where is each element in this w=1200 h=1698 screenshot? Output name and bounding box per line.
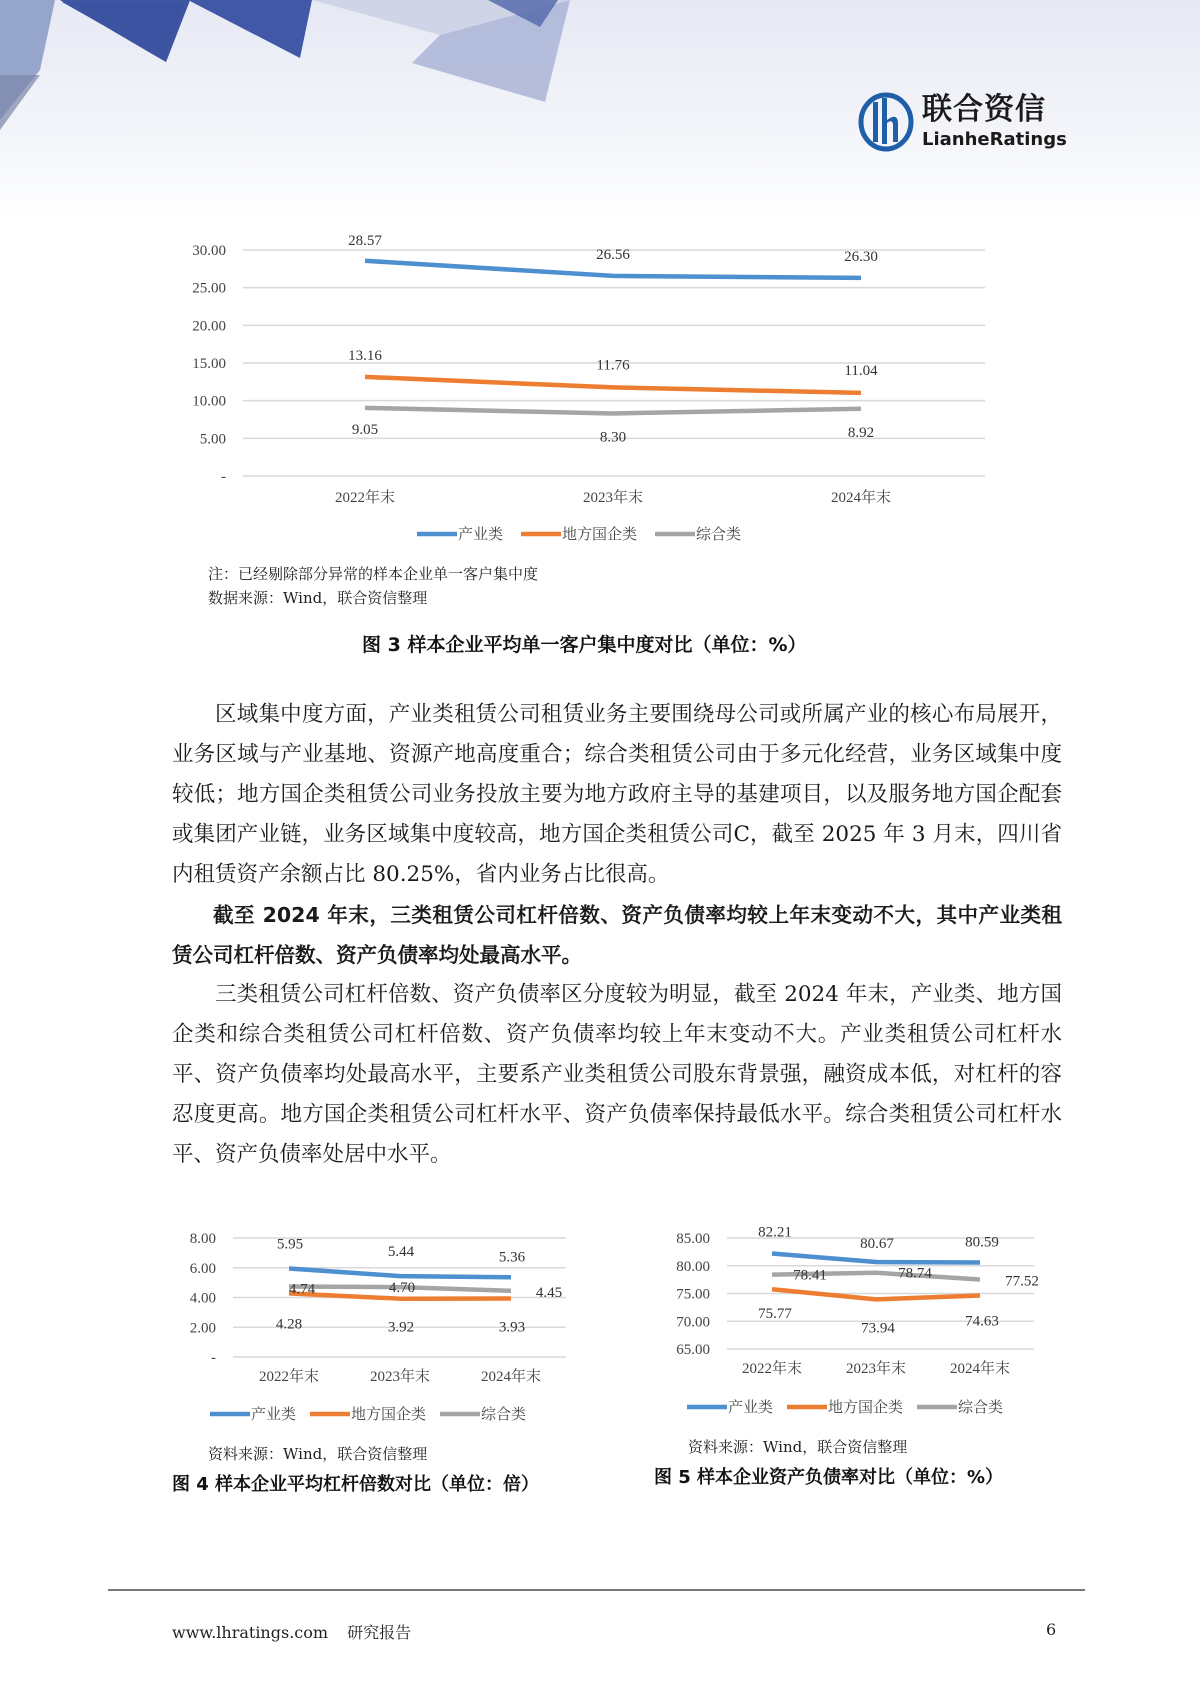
data-label: 4.45 (535, 1284, 563, 1301)
x-tick-label: 2023年末 (582, 490, 644, 506)
data-label: 3.93 (498, 1319, 526, 1336)
x-tick-label: 2022年末 (258, 1369, 320, 1385)
x-tick-label: 2022年末 (334, 490, 396, 506)
figure3-caption: 图 3 样本企业平均单一客户集中度对比（单位：%） (362, 634, 807, 656)
x-tick-label: 2024年末 (480, 1369, 542, 1385)
y-tick-label: - (221, 469, 226, 485)
y-tick-label: 80.00 (676, 1258, 710, 1275)
x-tick-label: 2022年末 (741, 1361, 803, 1377)
data-label: 82.21 (758, 1224, 792, 1241)
y-tick-label: 25.00 (192, 280, 226, 297)
data-label: 26.30 (844, 248, 878, 265)
series-line (365, 408, 861, 414)
paragraph-regional-concentration: 区域集中度方面，产业类租赁公司租赁业务主要围绕母公司或所属产业的核心布局展开，业务区域与产业基地、资源产地高度重合；综合类租赁公司由于多元化经营，业务区域集中度较低；地方国企类租赁公司业务投放主要为地方政府主导的基建项目，以及服务地方国企配套或集团产业链，业务区域集中度较高，地方国企类租赁公司C，截至 2025 年 3 月末，四川省内租赁资产余额占比 80.25%，省内业务占比很高。 (172, 702, 1062, 887)
data-label: 77.52 (1005, 1273, 1039, 1290)
y-tick-label: 30.00 (192, 243, 226, 259)
data-label: 78.41 (793, 1267, 827, 1284)
legend-label: 地方国企类 (562, 527, 638, 543)
figure4-caption: 图 4 样本企业平均杠杆倍数对比（单位：倍） (172, 1474, 540, 1495)
y-tick-label: 4.00 (189, 1290, 216, 1307)
footer-left (172, 1620, 411, 1643)
data-label: 28.57 (348, 232, 382, 249)
legend-label: 综合类 (481, 1407, 527, 1423)
data-label: 26.56 (596, 246, 630, 263)
legend-label: 综合类 (696, 527, 742, 543)
figure3-line-chart (0, 0, 1200, 560)
figure5-source: 资料来源：Wind，联合资信整理 (688, 1438, 908, 1456)
x-tick-label: 2024年末 (830, 490, 892, 506)
legend-label: 综合类 (958, 1400, 1004, 1416)
logo-english-name: LianheRatings (922, 129, 1067, 150)
legend-label: 产业类 (458, 527, 504, 543)
data-label: 78.74 (898, 1265, 932, 1282)
legend-label: 产业类 (251, 1407, 297, 1423)
data-label: 11.04 (844, 362, 878, 379)
figure5-line-chart (0, 1200, 1200, 1440)
data-label: 5.44 (387, 1244, 415, 1261)
page-number: 6 (1046, 1620, 1057, 1639)
data-label: 4.70 (388, 1280, 416, 1297)
data-label: 74.63 (965, 1313, 999, 1330)
data-label: 80.67 (860, 1236, 894, 1253)
y-tick-label: 6.00 (189, 1260, 216, 1277)
x-tick-label: 2023年末 (845, 1361, 907, 1377)
y-tick-label: 5.00 (199, 431, 226, 448)
paragraph-leverage-summary: 截至 2024 年末，三类租赁公司杠杆倍数、资产负债率均较上年末变动不大，其中产业类租赁公司杠杆倍数、资产负债率均处最高水平。 (172, 903, 1062, 967)
y-tick-label: 2.00 (189, 1320, 216, 1337)
y-tick-label: 15.00 (192, 356, 226, 372)
paragraph-leverage-detail: 三类租赁公司杠杆倍数、资产负债率区分度较为明显，截至 2024 年末，产业类、地方国企类和综合类租赁公司杠杆倍数、资产负债率均较上年末变动不大。产业类租赁公司杠杆水平、资产负债率均处最高水平，主要系产业类租赁公司股东背景强，融资成本低，对杠杆的容忍度更高。地方国企类租赁公司杠杆水平、资产负债率保持最低水平。综合类租赁公司杠杆水平、资产负债率处居中水平。 (172, 982, 1062, 1167)
data-label: 4.28 (275, 1316, 303, 1333)
series-line (365, 261, 861, 278)
series-line (772, 1289, 980, 1299)
data-label: 75.77 (758, 1306, 792, 1323)
data-label: 80.59 (965, 1234, 999, 1251)
legend-label: 产业类 (728, 1400, 774, 1416)
footer-divider (108, 1589, 1085, 1591)
data-label: 5.95 (276, 1236, 304, 1253)
y-tick-label: 8.00 (189, 1231, 216, 1247)
series-line (365, 377, 861, 393)
data-label: 4.74 (288, 1281, 316, 1298)
data-label: 9.05 (351, 421, 379, 438)
data-label: 11.76 (596, 357, 630, 374)
data-label: 8.92 (847, 424, 875, 441)
y-tick-label: 65.00 (676, 1342, 710, 1358)
x-tick-label: 2023年末 (369, 1369, 431, 1385)
footer-website-link[interactable]: www.lhratings.com (172, 1623, 329, 1642)
data-label: 8.30 (599, 429, 627, 446)
data-label: 3.92 (387, 1319, 415, 1336)
legend-label: 地方国企类 (828, 1400, 904, 1416)
y-tick-label: 20.00 (192, 318, 226, 335)
data-label: 13.16 (348, 347, 382, 364)
legend-label: 地方国企类 (351, 1407, 427, 1423)
footer-report-label: 研究报告 (347, 1623, 412, 1642)
data-label: 73.94 (861, 1320, 895, 1337)
y-tick-label: - (211, 1350, 216, 1366)
data-label: 5.36 (498, 1249, 526, 1266)
y-tick-label: 85.00 (676, 1231, 710, 1247)
figure3-note: 注：已经剔除部分异常的样本企业单一客户集中度 (208, 565, 539, 583)
y-tick-label: 70.00 (676, 1314, 710, 1331)
body-text (172, 695, 1062, 1175)
figure4-source: 资料来源：Wind，联合资信整理 (208, 1445, 428, 1463)
logo-chinese-name: 联合资信 (922, 92, 1046, 127)
x-tick-label: 2024年末 (949, 1361, 1011, 1377)
figure3-source: 数据来源：Wind，联合资信整理 (208, 589, 428, 607)
y-tick-label: 10.00 (192, 393, 226, 410)
series-line (772, 1253, 980, 1262)
y-tick-label: 75.00 (676, 1286, 710, 1303)
figure5-caption: 图 5 样本企业资产负债率对比（单位：%） (654, 1467, 1004, 1488)
